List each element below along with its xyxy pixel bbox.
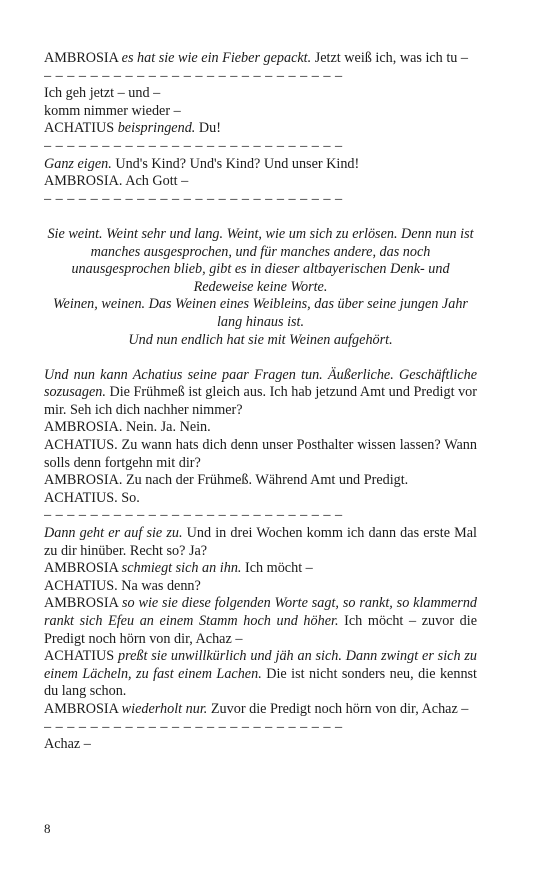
speech-text: Die ist nicht sonders neu, die kennst du lang schon. bbox=[44, 665, 478, 700]
speech-line: ACHATIUS. Na was denn? bbox=[44, 577, 201, 594]
speaker-name: AMBROSIA bbox=[44, 560, 119, 577]
speaker-name: AMBROSIA bbox=[44, 700, 119, 717]
stage-direction: es hat sie wie ein Fieber gepackt. bbox=[121, 50, 312, 66]
separator-line: – – – – – – – – – – – – – – – – – – – – – – – – – – bbox=[44, 67, 343, 84]
page-number: 8 bbox=[44, 821, 51, 836]
speaker-name: AMBROSIA bbox=[44, 50, 119, 66]
speech-line: AMBROSIA. Ach Gott – bbox=[44, 173, 189, 190]
stage-direction: wiederholt nur. bbox=[121, 700, 208, 717]
speech-text: Zuvor die Predigt noch hörn von dir, Achaz – bbox=[210, 700, 469, 717]
speech-line: AMBROSIA. Zu nach der Frühmeß. Während Amt und Predigt. bbox=[44, 472, 409, 489]
centered-direction: Weinen, weinen. Das Weinen eines Weibleins, das über seine jungen Jahr lang hinaus ist. bbox=[53, 296, 468, 330]
speaker-name: ACHATIUS bbox=[44, 648, 115, 665]
speech-line: ACHATIUS. Zu wann hats dich denn unser Posthalter wissen lassen? Wann solls denn fortgehn mit dir? bbox=[44, 437, 477, 471]
stage-direction: Ganz eigen. bbox=[44, 155, 112, 172]
speech-text: Du! bbox=[198, 120, 221, 137]
stage-direction: preßt sie unwillkürlich und jäh an sich. Dann zwingt er sich zu einem Lächeln, zu fast einem Lachen. bbox=[44, 648, 477, 682]
speech-achatius-1 bbox=[44, 120, 477, 138]
page-body bbox=[44, 50, 477, 754]
stage-direction: Dann geht er auf sie zu. bbox=[44, 525, 183, 542]
speech-ambrosia bbox=[44, 560, 477, 578]
speech-text: Die Frühmeß ist gleich aus. Ich hab jetzund Amt und Predigt vor mir. Seh ich dich nachher nimmer? bbox=[44, 384, 478, 418]
speaker-name: AMBROSIA bbox=[44, 595, 119, 612]
speech-achatius bbox=[44, 648, 477, 701]
centered-direction: Und nun endlich hat sie mit Weinen aufgehört. bbox=[128, 331, 393, 348]
stage-direction: Und nun kann Achatius seine paar Fragen tun. Äußerliche. Geschäftliche sozusagen. bbox=[44, 366, 477, 401]
speech-line: AMBROSIA. Nein. Ja. Nein. bbox=[44, 419, 211, 436]
speech-text: Und's Kind? Und's Kind? Und unser Kind! bbox=[115, 155, 360, 172]
speech-line bbox=[44, 156, 477, 174]
speech-ambrosia bbox=[44, 595, 477, 648]
speaker-name: ACHATIUS bbox=[44, 120, 115, 137]
speech-text: Und in drei Wochen komm ich dann das erste Mal zu dir hinüber. Recht so? Ja? bbox=[44, 525, 477, 559]
speech-line: Ich geh jetzt – und – bbox=[44, 85, 161, 102]
separator-line: – – – – – – – – – – – – – – – – – – – – – – – – – – bbox=[44, 190, 343, 207]
speech-text: Ich möcht – zuvor die Predigt noch hörn von dir, Achaz – bbox=[44, 613, 478, 647]
speech-line: Achaz – bbox=[44, 736, 91, 753]
speech-text: Jetzt weiß ich, was ich tu – bbox=[314, 50, 468, 66]
separator-line: – – – – – – – – – – – – – – – – – – – – – – – – – – bbox=[44, 718, 343, 735]
speech-paragraph bbox=[44, 525, 477, 560]
separator-line: – – – – – – – – – – – – – – – – – – – – – – – – – – bbox=[44, 507, 343, 524]
centered-direction: Sie weint. Weint sehr und lang. Weint, wie um sich zu erlösen. Denn nun ist manches ausgesprochen, und für manches andere, das noch unausgesprochen blieb, gibt es in dieser altbayerischen Denk- und Redeweise keine Worte. bbox=[47, 225, 474, 295]
stage-direction: so wie sie diese folgenden Worte sagt, so rankt, so klammernd rankt sich Efeu an einem Stamm hoch und höher. bbox=[44, 595, 478, 629]
stage-direction: schmiegt sich an ihn. bbox=[121, 560, 242, 577]
speech-line: komm nimmer wieder – bbox=[44, 102, 181, 119]
stage-direction: beispringend. bbox=[117, 120, 196, 137]
separator-line: – – – – – – – – – – – – – – – – – – – – – – – – – – bbox=[44, 137, 343, 154]
speech-line: ACHATIUS. So. bbox=[44, 489, 140, 506]
speech-ambrosia-1 bbox=[44, 50, 477, 68]
speech-text: Ich möcht – bbox=[245, 560, 313, 577]
blank-line bbox=[44, 349, 477, 367]
speech-ambrosia bbox=[44, 701, 477, 719]
blank-line bbox=[44, 208, 477, 226]
speech-paragraph bbox=[44, 367, 477, 420]
